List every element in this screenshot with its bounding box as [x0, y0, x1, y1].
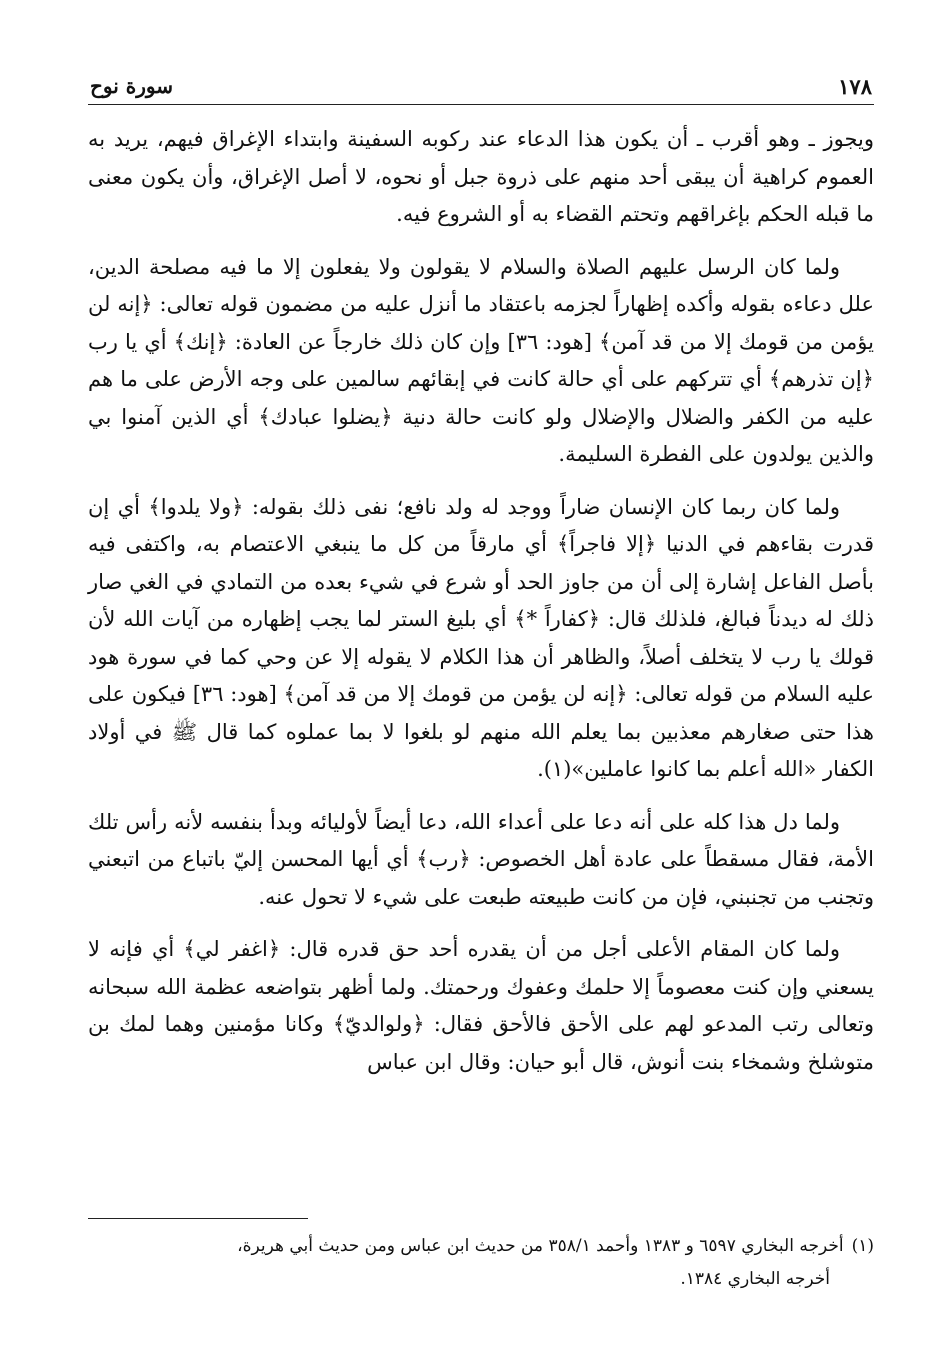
main-text	[88, 121, 874, 1081]
paragraph: ولما كان المقام الأعلى أجل من أن يقدره أحد حق قدره قال: ﴿اغفر لي﴾ أي فإنه لا يسعني وإن كنت معصوماً إلا حلمك وعفوك ورحمتك. ولما أظهر بتواضعه عظمة الله سبحانه وتعالى رتب المدعو لهم على الأحق فالأحق فقال: ﴿ولوالديّ﴾ وكانا مؤمنين وهما لمك بن متوشلخ وشمخاء بنت أنوش، قال أبو حيان: وقال ابن عباس	[88, 937, 874, 1074]
footnote-line: أخرجه البخاري ١٣٨٤.	[680, 1269, 830, 1289]
paragraph: ويجوز ـ وهو أقرب ـ أن يكون هذا الدعاء عند ركوبه السفينة وابتداء الإغراق فيهم، يريد به العموم كراهية أن يبقى أحد منهم على ذروة جبل أو نحوه، لا أصل الإغراق، وأن يكون معنى ما قبله الحكم بإغراقهم وتحتم القضاء به أو الشروع فيه.	[88, 127, 874, 226]
paragraph: ولما دل هذا كله على أنه دعا على أعداء الله، دعا أيضاً لأوليائه وبدأ بنفسه لأنه رأس تلك الأمة، فقال مسقطاً على عادة أهل الخصوص: ﴿رب﴾ أي أيها المحسن إليّ باتباع من اتبعني وتجنب من تجنبني، فإن من كانت طبيعته طبعت على شيء لا تحول عنه.	[88, 809, 874, 909]
running-header	[88, 70, 874, 105]
footnote	[88, 1230, 874, 1296]
footnote-divider	[88, 1218, 308, 1219]
footnote-marker: (١)	[851, 1236, 874, 1256]
page-number: ١٧٨	[838, 74, 872, 99]
book-page	[88, 70, 874, 1320]
paragraph: ولما كان ربما كان الإنسان ضاراً ووجد له ولد نافع؛ نفى ذلك بقوله: ﴿ولا يلدوا﴾ أي إن قدرت بقاءهم في الدنيا ﴿إلا فاجراً﴾ أي مارقاً من كل ما ينبغي الاعتصام به، واكتفى فيه بأصل الفاعل إشارة إلى أن من جاوز الحد أو شرع في شيء بعده من التمادي في الغي صار ذلك له ديدناً فبالغ، فلذلك قال: ﴿كفاراً *﴾ أي بليغ الستر لما يجب إظهاره من آيات الله لأن قولك يا رب لا يتخلف أصلاً، والظاهر أن هذا الكلام لا يقوله إلا عن وحي كما في سورة هود عليه السلام من قوله تعالى: ﴿إنه لن يؤمن من قومك إلا من قد آمن﴾ [هود: ٣٦] فيكون على هذا حتى صغارهم معذبين بما يعلم الله منهم لو بلغوا لا بما عملوه كما قال ﷺ في أولاد الكفار «الله أعلم بما كانوا عاملين»(١).	[88, 494, 875, 781]
footnote-line: أخرجه البخاري ٦٥٩٧ و ١٣٨٣ وأحمد ٣٥٨/١ من حديث ابن عباس ومن حديث أبي هريرة،	[237, 1236, 844, 1256]
paragraph: ولما كان الرسل عليهم الصلاة والسلام لا يقولون ولا يفعلون إلا ما فيه مصلحة الدين، علل دعاءه بقوله وأكده إظهاراً لجزمه باعتقاد ما أنزل عليه من مضمون قوله تعالى: ﴿إنه لن يؤمن من قومك إلا من قد آمن﴾ [هود: ٣٦] وإن كان ذلك خارجاً عن العادة: ﴿إنك﴾ أي يا رب ﴿إن تذرهم﴾ أي تتركهم على أي حالة كانت في إبقائهم سالمين على وجه الأرض على ما هم عليه من الكفر والضلال والإضلال ولو كانت حالة دنية ﴿يضلوا عبادك﴾ أي الذين آمنوا بي والذين يولدون على الفطرة السليمة.	[88, 254, 874, 466]
surah-title: سورة نوح	[90, 74, 173, 98]
